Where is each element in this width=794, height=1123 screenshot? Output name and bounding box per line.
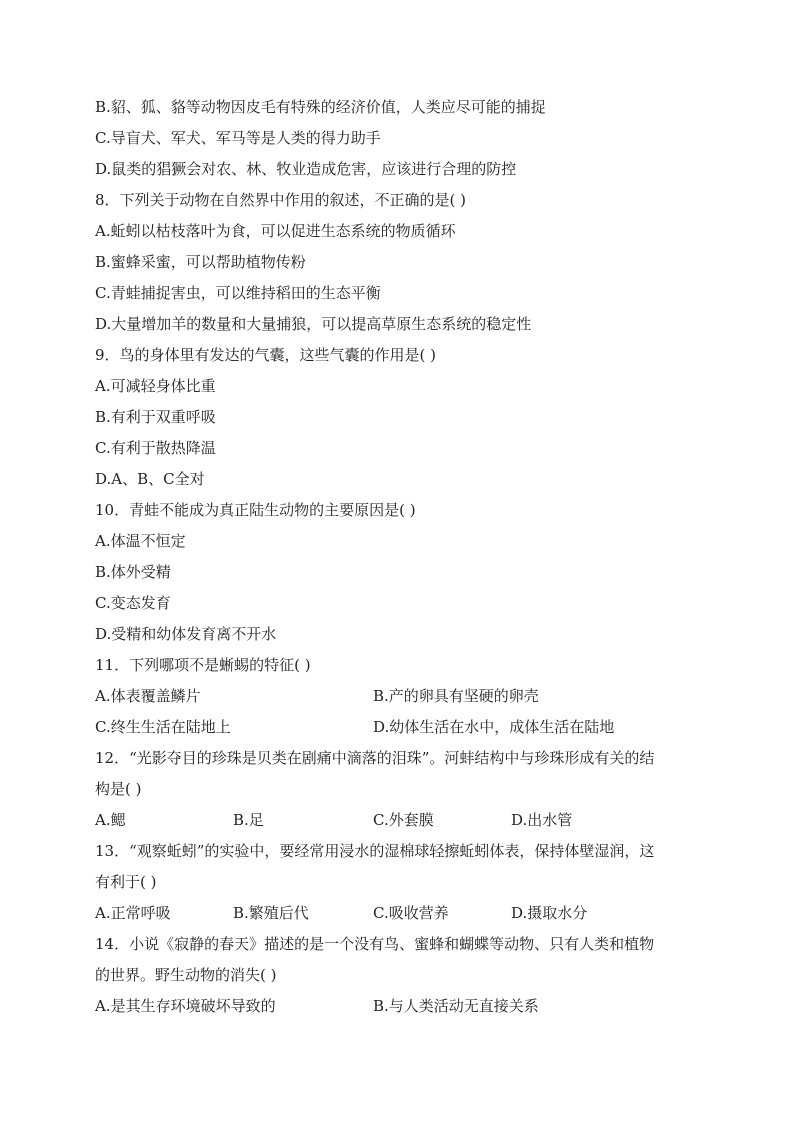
q13-stem-line-1: 13．“观察蚯蚓”的实验中，要经常用浸水的湿棉球轻擦蚯蚓体表，保持体壁湿润，这 xyxy=(95,842,655,860)
q9-option-c: C.有利于散热降温 xyxy=(95,439,216,457)
q12-option-c: C.外套膜 xyxy=(373,811,434,829)
q8-option-d: D.大量增加羊的数量和大量捕狼，可以提高草原生态系统的稳定性 xyxy=(95,315,532,333)
q11-option-c: C.终生生活在陆地上 xyxy=(95,718,231,736)
q9-option-d: D.A、B、C全对 xyxy=(95,470,205,488)
q7-option-b: B.貂、狐、貉等动物因皮毛有特殊的经济价值，人类应尽可能的捕捉 xyxy=(95,98,546,116)
q13-option-d: D.摄取水分 xyxy=(511,904,588,922)
q9-option-a: A.可减轻身体比重 xyxy=(95,377,216,395)
q8-option-b: B.蜜蜂采蜜，可以帮助植物传粉 xyxy=(95,253,306,271)
q11-stem: 11．下列哪项不是蜥蜴的特征( ) xyxy=(95,656,311,674)
q7-option-d: D.鼠类的猖獗会对农、林、牧业造成危害，应该进行合理的防控 xyxy=(95,160,517,178)
q8-stem: 8．下列关于动物在自然界中作用的叙述，不正确的是( ) xyxy=(95,191,467,209)
q13-option-c: C.吸收营养 xyxy=(373,904,449,922)
q10-option-a: A.体温不恒定 xyxy=(95,532,186,550)
q11-options-row-1 xyxy=(95,681,705,712)
q11-options-row-2 xyxy=(95,712,705,743)
q12-option-a: A.鳃 xyxy=(95,811,126,829)
q10-option-c: C.变态发育 xyxy=(95,594,171,612)
q12-options-row xyxy=(95,805,705,836)
q12-option-d: D.出水管 xyxy=(511,811,573,829)
q13-option-b: B.繁殖后代 xyxy=(233,904,309,922)
q14-options-row xyxy=(95,991,705,1022)
q12-option-b: B.足 xyxy=(233,811,264,829)
q13-stem-line-2: 有利于( ) xyxy=(95,873,157,891)
q11-option-a: A.体表覆盖鳞片 xyxy=(95,687,201,705)
q13-options-row xyxy=(95,898,705,929)
q11-option-d: D.幼体生活在水中，成体生活在陆地 xyxy=(373,718,615,736)
q11-option-b: B.产的卵具有坚硬的卵壳 xyxy=(373,687,539,705)
q14-option-b: B.与人类活动无直接关系 xyxy=(373,997,539,1015)
q14-option-a: A.是其生存环境破坏导致的 xyxy=(95,997,276,1015)
exam-page xyxy=(95,92,705,1022)
q10-option-b: B.体外受精 xyxy=(95,563,171,581)
q8-option-c: C.青蛙捕捉害虫，可以维持稻田的生态平衡 xyxy=(95,284,381,302)
q12-stem-line-2: 构是( ) xyxy=(95,780,142,798)
q12-stem-line-1: 12．“光影夺目的珍珠是贝类在剧痛中滴落的泪珠”。河蚌结构中与珍珠形成有关的结 xyxy=(95,749,655,767)
q9-stem: 9．鸟的身体里有发达的气囊，这些气囊的作用是( ) xyxy=(95,346,437,364)
q10-stem: 10．青蛙不能成为真正陆生动物的主要原因是( ) xyxy=(95,501,416,519)
q8-option-a: A.蚯蚓以枯枝落叶为食，可以促进生态系统的物质循环 xyxy=(95,222,456,240)
q13-option-a: A.正常呼吸 xyxy=(95,904,171,922)
q7-option-c: C.导盲犬、军犬、军马等是人类的得力助手 xyxy=(95,129,381,147)
q14-stem-line-2: 的世界。野生动物的消失( ) xyxy=(95,966,277,984)
q9-option-b: B.有利于双重呼吸 xyxy=(95,408,216,426)
q10-option-d: D.受精和幼体发育离不开水 xyxy=(95,625,277,643)
q14-stem-line-1: 14．小说《寂静的春天》描述的是一个没有鸟、蜜蜂和蝴蝶等动物、只有人类和植物 xyxy=(95,935,655,953)
